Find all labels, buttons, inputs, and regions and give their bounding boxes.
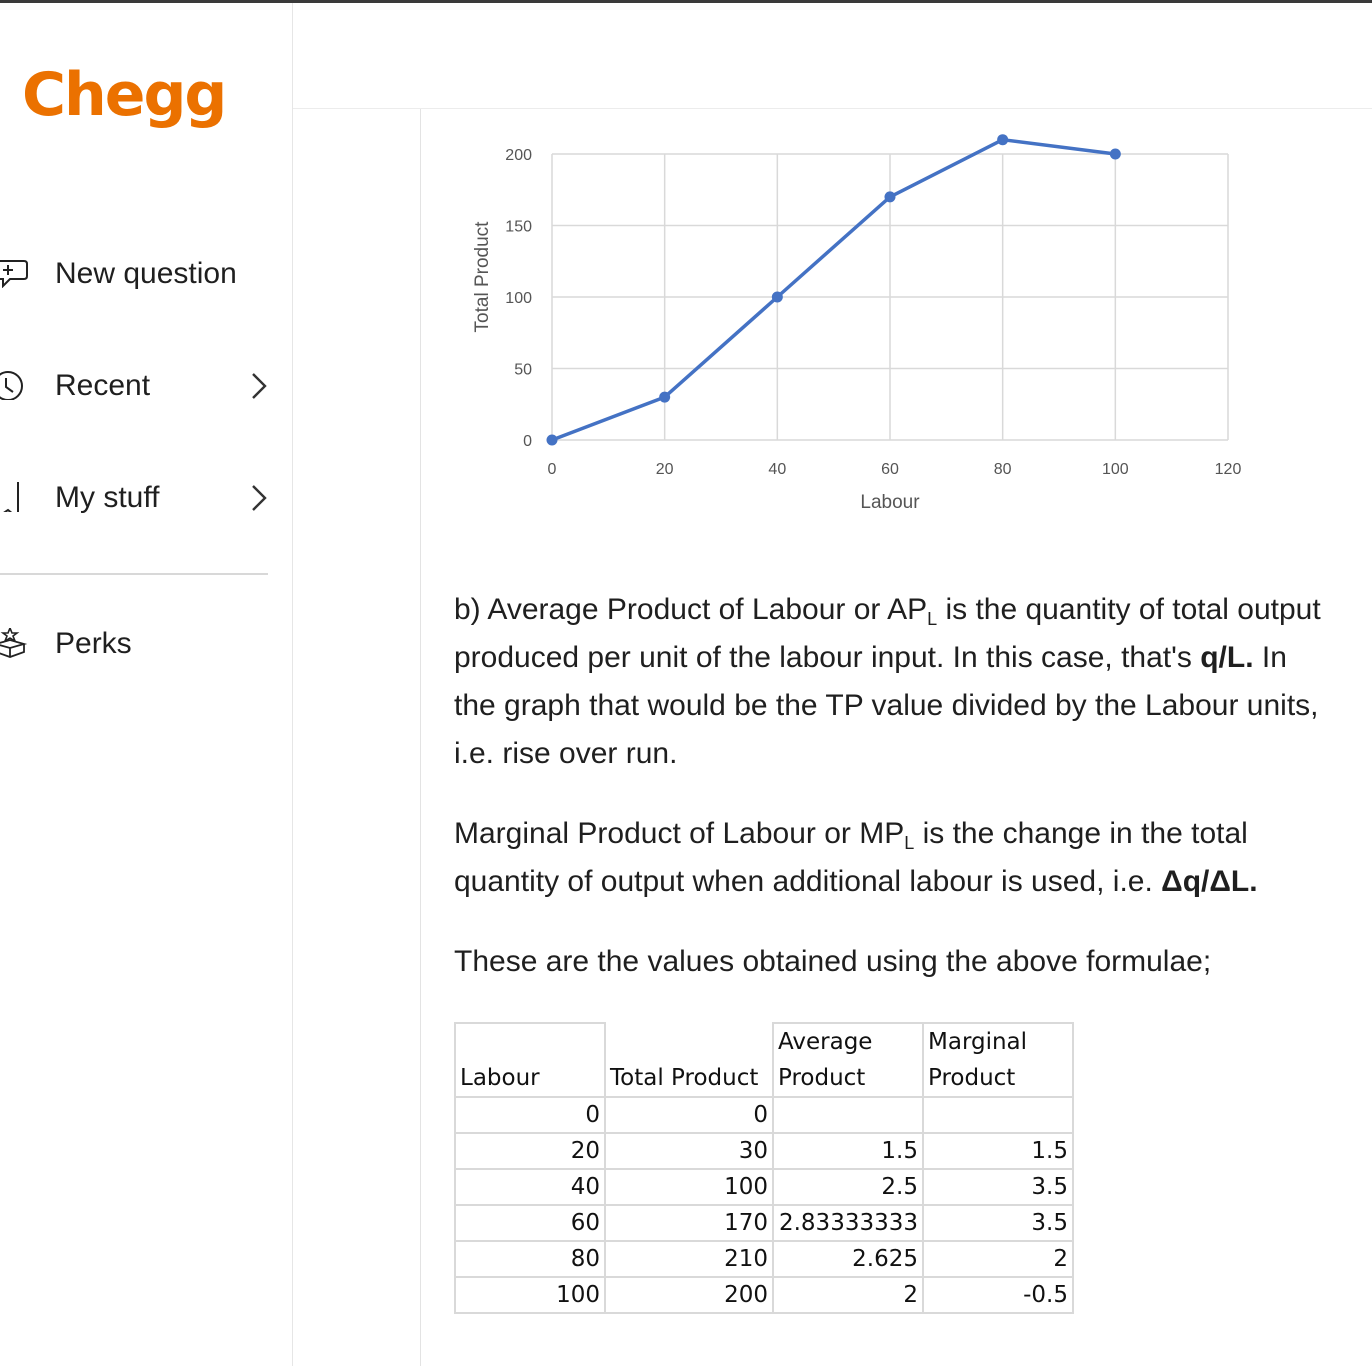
data-point — [547, 435, 558, 446]
table-row — [455, 1169, 1073, 1205]
table-cell: 3.5 — [923, 1205, 1073, 1241]
table-cell: 30 — [605, 1133, 773, 1169]
total-product-chart — [430, 110, 1260, 530]
answer-paragraph-mpl — [454, 810, 1334, 906]
sidebar — [0, 3, 293, 1366]
chevron-right-icon — [248, 372, 270, 400]
table-row — [455, 1133, 1073, 1169]
bookmark-icon — [0, 482, 30, 512]
table-cell: 2 — [773, 1277, 923, 1313]
data-point — [772, 292, 783, 303]
x-tick-label: 40 — [768, 461, 787, 478]
answer-paragraph-values: These are the values obtained using the above formulae; — [454, 945, 1212, 978]
table-row — [455, 1205, 1073, 1241]
sidebar-item-label: New question — [55, 257, 237, 290]
table-row — [455, 1097, 1073, 1133]
y-tick-label: 50 — [514, 361, 532, 379]
x-tick-label: 120 — [1214, 461, 1242, 478]
table-cell: 0 — [605, 1097, 773, 1133]
y-axis-label: Total Product — [472, 221, 493, 333]
table-cell: 2 — [923, 1241, 1073, 1277]
x-tick-label: 0 — [547, 461, 557, 478]
chat-plus-icon — [0, 258, 30, 288]
table-cell: 100 — [455, 1277, 605, 1313]
chegg-logo[interactable]: Chegg — [22, 60, 226, 130]
sidebar-item-perks[interactable] — [0, 614, 292, 674]
table-cell: 1.5 — [923, 1133, 1073, 1169]
y-tick-label: 150 — [505, 218, 532, 236]
x-axis-label: Labour — [860, 492, 920, 513]
y-tick-label: 0 — [523, 433, 532, 450]
header-average-product: Average Product — [773, 1023, 923, 1097]
header-total-product: Total Product — [605, 1023, 773, 1097]
sidebar-item-label: My stuff — [55, 481, 160, 514]
sidebar-item-label: Perks — [55, 627, 132, 660]
table-cell: 80 — [455, 1241, 605, 1277]
gift-icon — [0, 628, 30, 658]
table-cell: 2.625 — [773, 1241, 923, 1277]
sidebar-item-my-stuff[interactable] — [0, 468, 292, 528]
y-tick-label: 100 — [505, 290, 532, 307]
subscript: L — [904, 833, 915, 853]
table-cell: -0.5 — [923, 1277, 1073, 1313]
table-cell: 3.5 — [923, 1169, 1073, 1205]
table-cell: 20 — [455, 1133, 605, 1169]
answer-paragraph-apl — [454, 586, 1334, 778]
subscript: L — [927, 609, 938, 629]
values-table — [454, 1022, 1074, 1314]
bold-formula: q/L. — [1200, 641, 1254, 674]
text-span: is the change in the total quantity of output when additional labour is used, i.e. — [454, 817, 1248, 898]
text-span: is the quantity of total output produced per unit of the labour input. In this case, that's — [454, 593, 1321, 674]
table-row — [455, 1277, 1073, 1313]
text-span: In the graph that would be the TP value divided by the Labour units, i.e. rise over run. — [454, 641, 1319, 770]
x-tick-label: 100 — [1101, 461, 1129, 478]
x-tick-label: 80 — [993, 461, 1012, 478]
x-tick-label: 20 — [655, 461, 674, 478]
data-point — [1110, 149, 1121, 160]
table-cell: 1.5 — [773, 1133, 923, 1169]
table-cell: 170 — [605, 1205, 773, 1241]
table-cell — [923, 1097, 1073, 1133]
y-tick-label: 200 — [505, 147, 532, 164]
text-span: Marginal Product of Labour or MP — [454, 817, 905, 850]
table-cell: 2.5 — [773, 1169, 923, 1205]
content-border — [420, 109, 421, 1366]
sidebar-item-new-question[interactable] — [0, 244, 292, 304]
table-cell — [773, 1097, 923, 1133]
data-point — [885, 191, 896, 202]
table-header-row — [455, 1023, 1073, 1097]
table-cell: 200 — [605, 1277, 773, 1313]
sidebar-divider — [0, 573, 268, 575]
data-point — [659, 392, 670, 403]
header-divider — [293, 108, 1372, 109]
data-point — [997, 134, 1008, 145]
text-span: b) Average Product of Labour or AP — [454, 593, 928, 626]
bold-formula: Δq/ΔL. — [1161, 865, 1258, 898]
sidebar-item-recent[interactable] — [0, 356, 292, 416]
series-line — [552, 140, 1115, 440]
header-labour: Labour — [455, 1023, 605, 1097]
sidebar-item-label: Recent — [55, 369, 151, 402]
chevron-right-icon — [248, 484, 270, 512]
header-marginal-product: Marginal Product — [923, 1023, 1073, 1097]
x-tick-label: 60 — [881, 461, 899, 478]
table-cell: 2.83333333 — [773, 1205, 923, 1241]
table-cell: 60 — [455, 1205, 605, 1241]
table-cell: 40 — [455, 1169, 605, 1205]
table-cell: 210 — [605, 1241, 773, 1277]
table-row — [455, 1241, 1073, 1277]
table-cell: 0 — [455, 1097, 605, 1133]
table-cell: 100 — [605, 1169, 773, 1205]
clock-icon — [0, 370, 30, 400]
